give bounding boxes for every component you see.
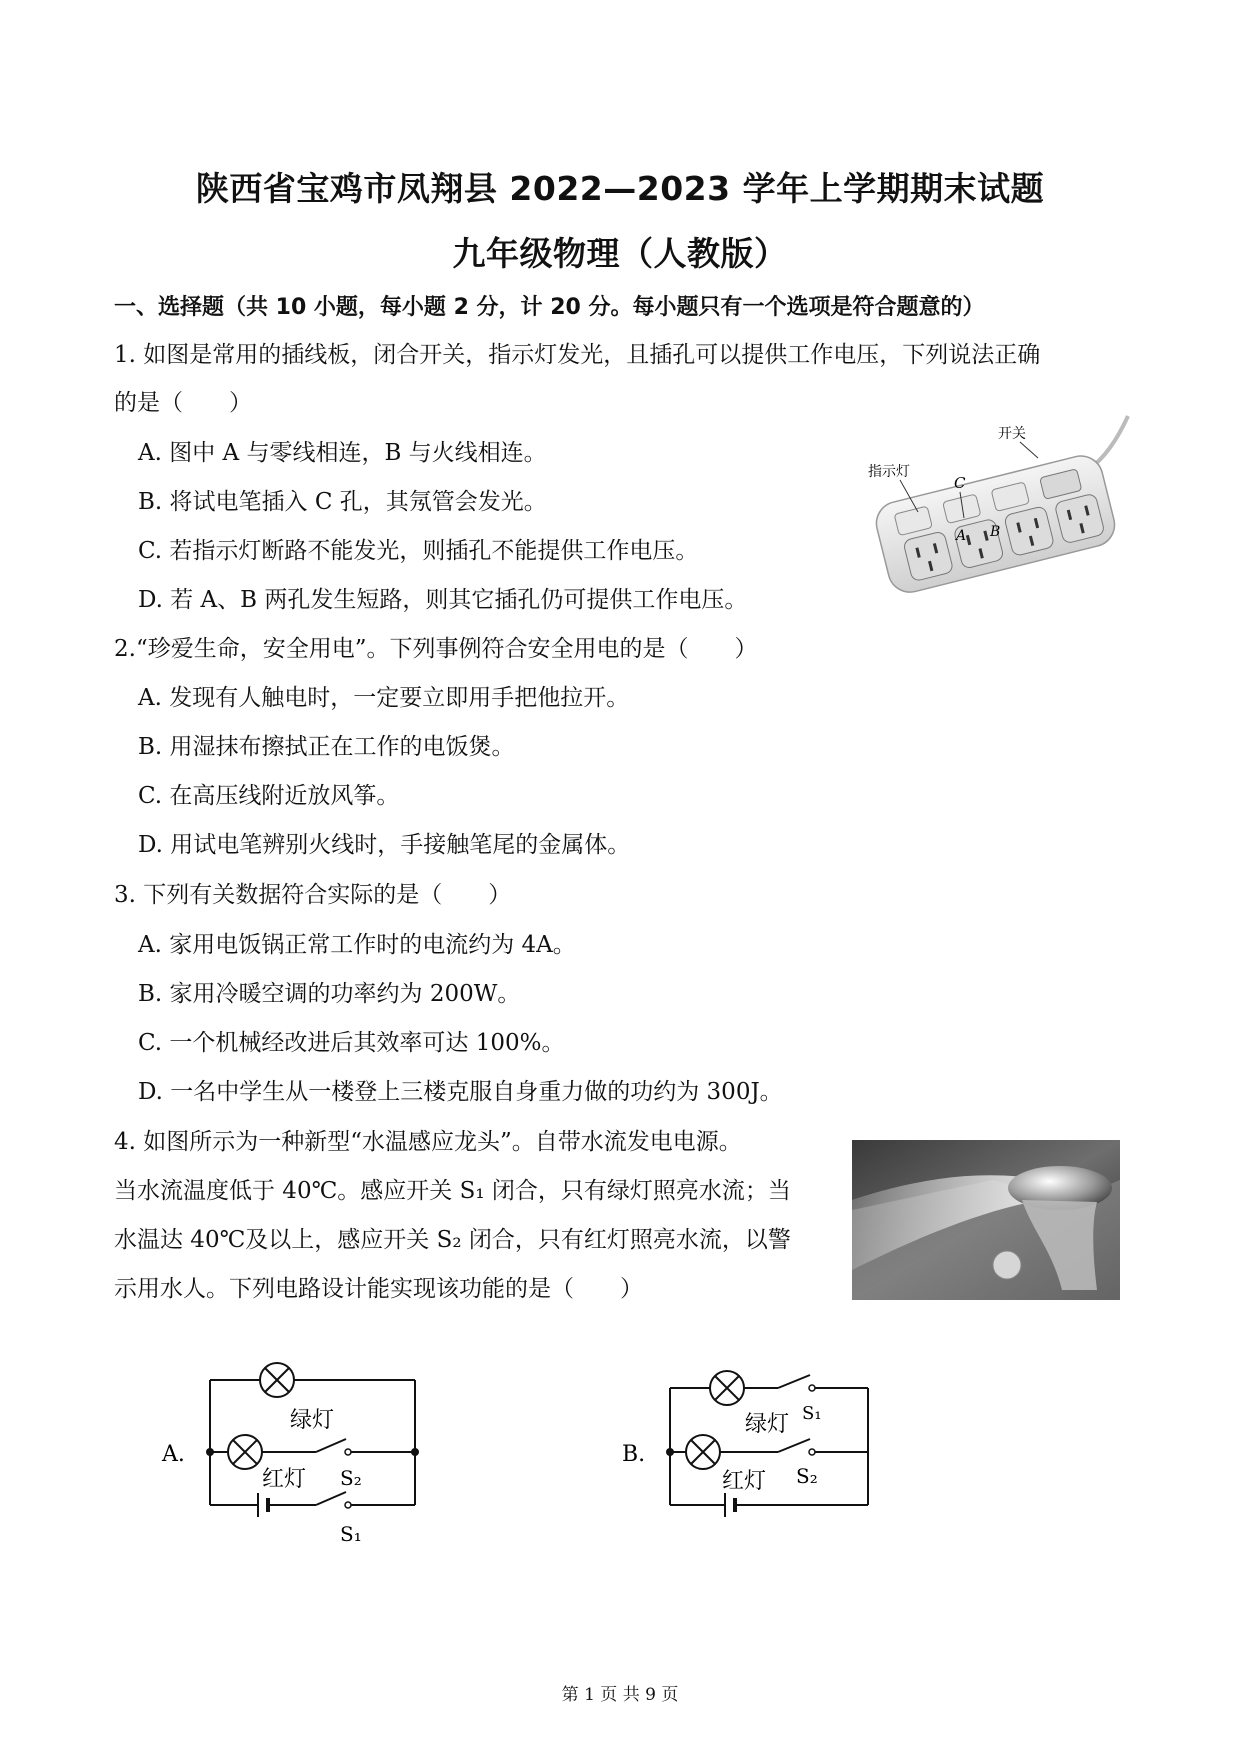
s2-label: S₂: [796, 1464, 818, 1488]
junction-dot: [666, 1448, 674, 1456]
hole-c-label: C: [954, 474, 966, 492]
switch-s2: [316, 1439, 346, 1452]
question-1-stem: 1. 如图是常用的插线板，闭合开关，指示灯发光，且插孔可以提供工作电压，下列说法正确: [114, 342, 1041, 368]
switch-label: 开关: [998, 426, 1026, 442]
circuit-a: [150, 1355, 450, 1555]
page-title: 陕西省宝鸡市凤翔县 2022—2023 学年上学期期末试题: [195, 169, 1045, 208]
junction-dot: [206, 1448, 214, 1456]
indicator-label: 指示灯: [868, 464, 910, 480]
question-3-stem: 3. 下列有关数据符合实际的是（ ）: [114, 882, 512, 908]
page-subtitle: 九年级物理（人教版）: [452, 234, 788, 273]
option-a-label: A.: [162, 1442, 185, 1467]
faucet-photo: [852, 1140, 1120, 1300]
q3-option-d: D. 一名中学生从一楼登上三楼克服自身重力做的功约为 300J。: [138, 1079, 783, 1105]
sensor-disc: [993, 1251, 1021, 1279]
red-lamp-label: 红灯: [722, 1469, 767, 1494]
s2-label: S₂: [340, 1466, 362, 1490]
q1-option-c: C. 若指示灯断路不能发光，则插孔不能提供工作电压。: [138, 538, 699, 564]
switch-s1: [778, 1375, 810, 1388]
hole-b-label: B: [990, 524, 1001, 540]
q2-option-c: C. 在高压线附近放风筝。: [138, 783, 400, 809]
green-lamp-label: 绿灯: [290, 1408, 335, 1433]
section-heading: 一、选择题（共 10 小题，每小题 2 分，计 20 分。每小题只有一个选项是符合题意的）: [114, 295, 985, 320]
question-2-stem: 2.“珍爱生命，安全用电”。下列事例符合安全用电的是（ ）: [114, 636, 758, 662]
question-4-line-4: 示用水人。下列电路设计能实现该功能的是（ ）: [114, 1276, 643, 1302]
page-footer: 第 1 页 共 9 页: [561, 1685, 679, 1705]
red-lamp-label: 红灯: [262, 1467, 307, 1492]
switch-s2: [778, 1439, 810, 1452]
question-4-line-3: 水温达 40℃及以上，感应开关 S₂ 闭合，只有红灯照亮水流，以警: [114, 1227, 791, 1253]
q2-option-d: D. 用试电笔辨别火线时，手接触笔尾的金属体。: [138, 832, 631, 858]
question-4-line-2: 当水流温度低于 40℃。感应开关 S₁ 闭合，只有绿灯照亮水流；当: [114, 1178, 791, 1204]
s1-label: S₁: [802, 1403, 822, 1424]
q2-option-b: B. 用湿抹布擦拭正在工作的电饭煲。: [138, 734, 515, 760]
q2-option-a: A. 发现有人触电时，一定要立即用手把他拉开。: [138, 685, 630, 711]
question-4-line-1: 4. 如图所示为一种新型“水温感应龙头”。自带水流发电电源。: [114, 1129, 742, 1155]
q3-option-a: A. 家用电饭锅正常工作时的电流约为 4A。: [138, 932, 576, 958]
question-1-stem-cont: 的是（ ）: [114, 390, 252, 416]
q3-option-b: B. 家用冷暖空调的功率约为 200W。: [138, 981, 521, 1007]
green-lamp-label: 绿灯: [745, 1412, 790, 1437]
q1-option-d: D. 若 A、B 两孔发生短路，则其它插孔仍可提供工作电压。: [138, 587, 748, 613]
hole-a-label: A: [956, 528, 967, 544]
power-strip-figure: [860, 408, 1130, 608]
q1-option-a: A. 图中 A 与零线相连，B 与火线相连。: [138, 440, 547, 466]
q1-option-b: B. 将试电笔插入 C 孔，其氖管会发光。: [138, 489, 547, 515]
circuit-b: [610, 1355, 900, 1555]
q3-option-c: C. 一个机械经改进后其效率可达 100%。: [138, 1030, 565, 1056]
junction-dot: [411, 1448, 419, 1456]
option-b-label: B.: [622, 1442, 646, 1467]
switch-s1: [316, 1492, 346, 1505]
s1-label: S₁: [340, 1522, 362, 1546]
